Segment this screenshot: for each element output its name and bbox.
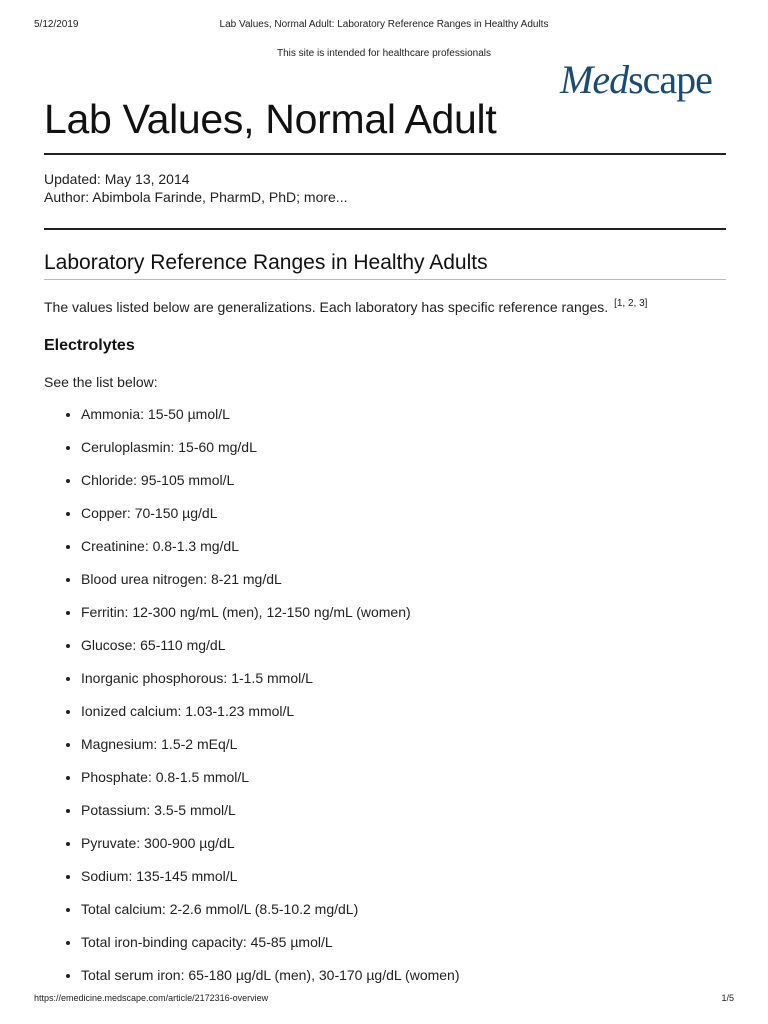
list-item: Chloride: 95-105 mmol/L — [44, 472, 460, 505]
page-title: Lab Values, Normal Adult — [44, 96, 497, 142]
list-item: Phosphate: 0.8-1.5 mmol/L — [44, 769, 460, 802]
print-header-title: Lab Values, Normal Adult: Laboratory Reference Ranges in Healthy Adults — [219, 19, 549, 30]
list-item: Ceruloplasmin: 15-60 mg/dL — [44, 439, 460, 472]
author-text: Author: Abimbola Farinde, PharmD, PhD; — [44, 189, 304, 205]
list-item: Creatinine: 0.8-1.3 mg/dL — [44, 538, 460, 571]
medscape-logo[interactable] — [560, 56, 712, 103]
footer-url: https://emedicine.medscape.com/article/2172316-overview — [34, 993, 269, 1003]
list-item: Potassium: 3.5-5 mmol/L — [44, 802, 460, 835]
list-item: Sodium: 135-145 mmol/L — [44, 868, 460, 901]
list-item: Ionized calcium: 1.03-1.23 mmol/L — [44, 703, 460, 736]
author-line — [44, 188, 347, 206]
print-date: 5/12/2019 — [34, 19, 79, 30]
electrolytes-heading: Electrolytes — [44, 337, 135, 354]
list-item: Pyruvate: 300-900 µg/dL — [44, 835, 460, 868]
section-divider — [44, 279, 726, 280]
logo-scape-text: scape — [628, 57, 712, 102]
logo-med-text: Med — [560, 57, 629, 102]
reference-links[interactable]: [1, 2, 3] — [614, 298, 648, 309]
list-item: Ferritin: 12-300 ng/mL (men), 12-150 ng/mL (women) — [44, 604, 460, 637]
meta-divider — [44, 228, 726, 230]
list-item: Glucose: 65-110 mg/dL — [44, 637, 460, 670]
lab-values-list — [44, 406, 460, 1000]
updated-date: Updated: May 13, 2014 — [44, 171, 190, 187]
title-divider — [44, 153, 726, 155]
list-item: Ammonia: 15-50 µmol/L — [44, 406, 460, 439]
professional-notice: This site is intended for healthcare professionals — [276, 48, 491, 59]
see-list-text: See the list below: — [44, 374, 158, 390]
list-item: Magnesium: 1.5-2 mEq/L — [44, 736, 460, 769]
section-title: Laboratory Reference Ranges in Healthy Adults — [44, 251, 488, 274]
list-item: Copper: 70-150 µg/dL — [44, 505, 460, 538]
intro-text: The values listed below are generalizations. Each laboratory has specific reference ranges. — [44, 299, 613, 315]
list-item: Total serum iron: 65-180 µg/dL (men), 30-170 µg/dL (women) — [44, 967, 460, 1000]
list-item: Total iron-binding capacity: 45-85 µmol/L — [44, 934, 460, 967]
more-authors-link[interactable]: more... — [303, 189, 348, 205]
article-meta — [44, 170, 347, 206]
intro-paragraph — [44, 298, 647, 315]
list-item: Blood urea nitrogen: 8-21 mg/dL — [44, 571, 460, 604]
list-item: Total calcium: 2-2.6 mmol/L (8.5-10.2 mg/dL) — [44, 901, 460, 934]
footer-page-number: 1/5 — [721, 993, 734, 1003]
list-item: Inorganic phosphorous: 1-1.5 mmol/L — [44, 670, 460, 703]
